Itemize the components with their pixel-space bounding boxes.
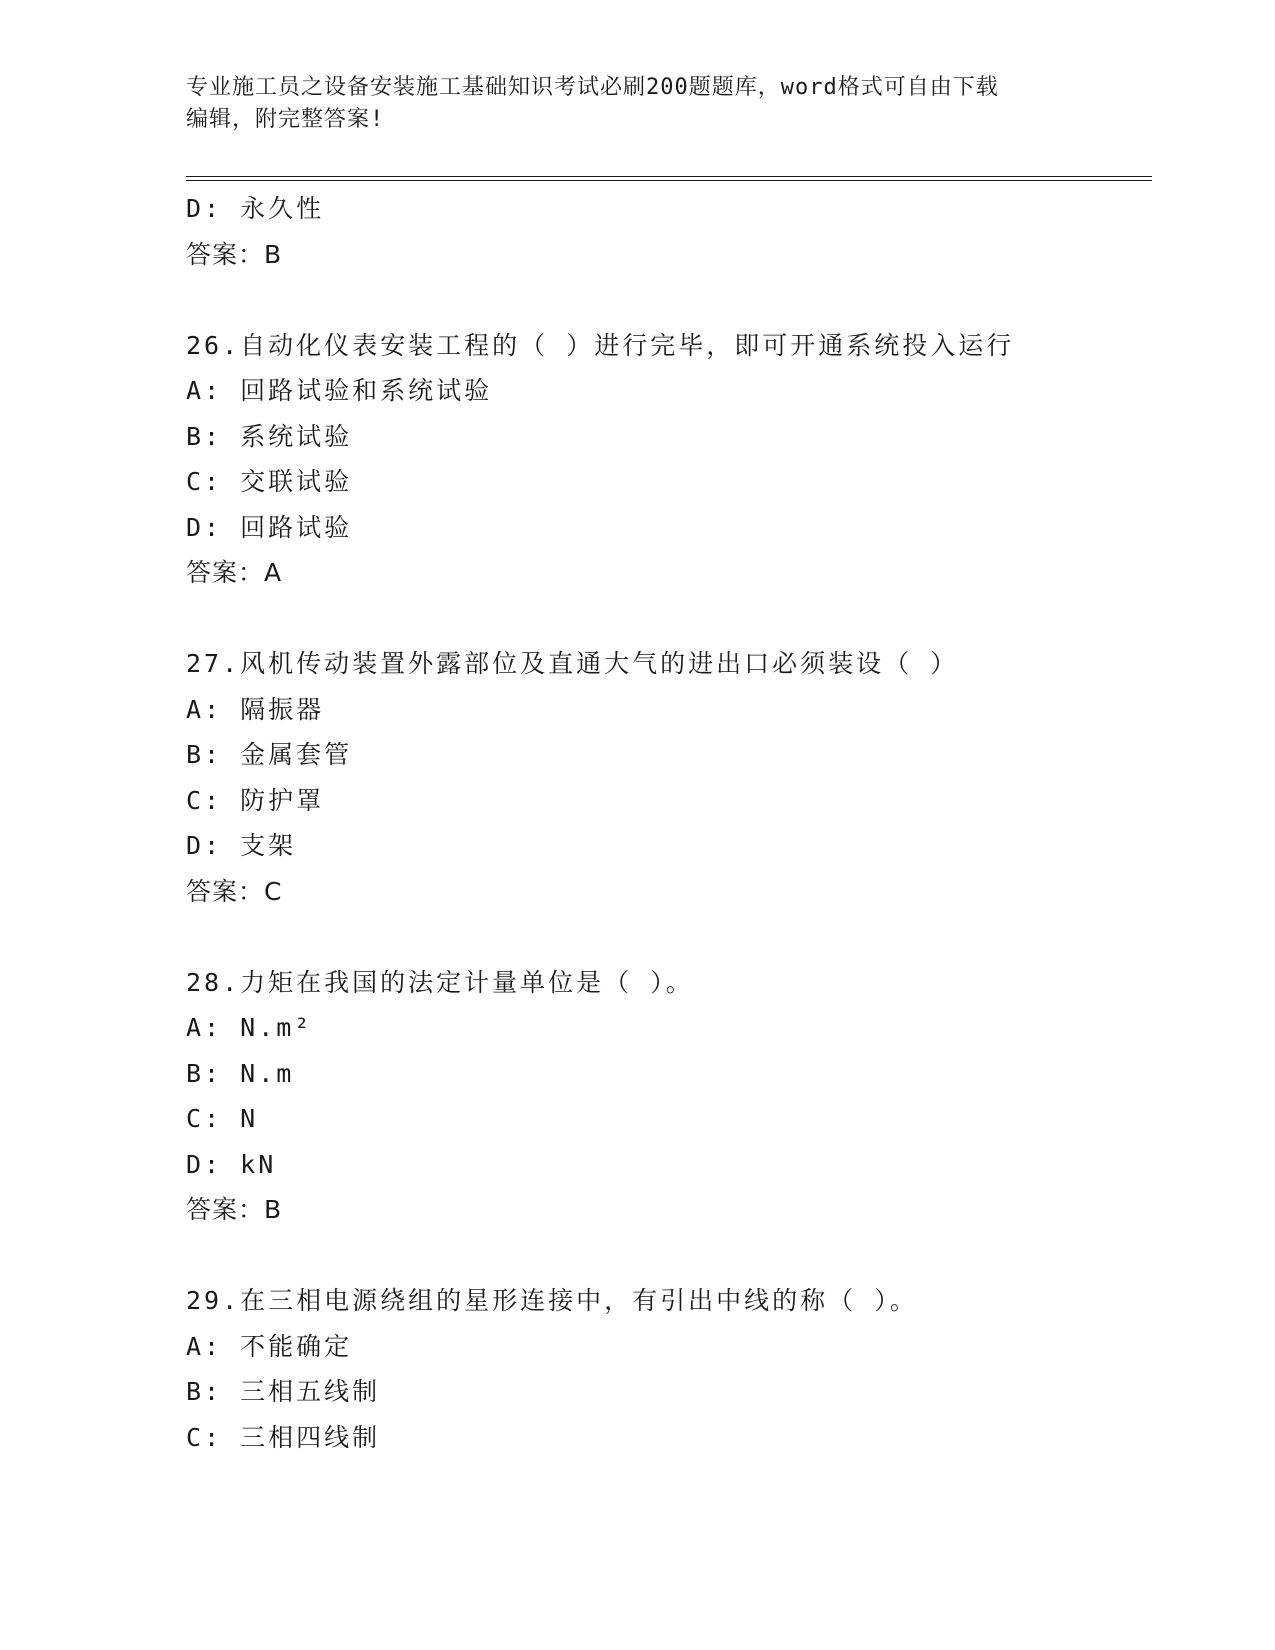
question-stem: 27.风机传动装置外露部位及直通大气的进出口必须装设（ ） — [186, 649, 959, 678]
option-d: D: 支架 — [186, 831, 297, 860]
question-list — [186, 186, 1152, 1460]
option-a: A: 回路试验和系统试验 — [186, 376, 493, 405]
header-title-line-2: 编辑，附完整答案! — [186, 107, 385, 132]
question-stem: 29.在三相电源绕组的星形连接中，有引出中线的称（ ）。 — [186, 1286, 918, 1315]
option-d: D: 回路试验 — [186, 512, 353, 542]
option-c: C: 交联试验 — [186, 467, 353, 496]
question-stem: 26.自动化仪表安装工程的（ ）进行完毕，即可开通系统投入运行 — [186, 330, 1015, 360]
question-gap — [186, 596, 1152, 642]
option-c: C: 防护罩 — [186, 785, 325, 815]
question-26 — [186, 323, 1152, 596]
option-a: A: 隔振器 — [186, 694, 325, 724]
option-d: D: kN — [186, 1149, 277, 1179]
question-stem: 28.力矩在我国的法定计量单位是（ ）。 — [186, 967, 694, 997]
question-27 — [186, 641, 1152, 914]
answer-line: 答案：B — [186, 239, 283, 269]
question-gap — [186, 277, 1152, 323]
option-b: B: 系统试验 — [186, 421, 353, 451]
answer-line: 答案：B — [186, 1195, 283, 1224]
question-gap — [186, 914, 1152, 960]
option-a: A: 不能确定 — [186, 1331, 353, 1361]
question-28 — [186, 960, 1152, 1233]
option-b: B: 金属套管 — [186, 740, 353, 769]
answer-line: 答案：A — [186, 558, 283, 587]
option-c: C: N — [186, 1104, 259, 1133]
question-gap — [186, 1233, 1152, 1279]
option-b: B: 三相五线制 — [186, 1377, 381, 1406]
option-c: C: 三相四线制 — [186, 1422, 381, 1452]
question-29 — [186, 1278, 1152, 1460]
answer-line: 答案：C — [186, 876, 283, 906]
document-header — [186, 72, 1066, 136]
header-title-line-1: 专业施工员之设备安装施工基础知识考试必刷200题题库，word格式可自由下载 — [186, 75, 999, 100]
option-b: B: N.m — [186, 1058, 295, 1088]
option-d: D: 永久性 — [186, 194, 325, 223]
option-a: A: N.m² — [186, 1013, 313, 1042]
header-divider — [186, 176, 1152, 181]
